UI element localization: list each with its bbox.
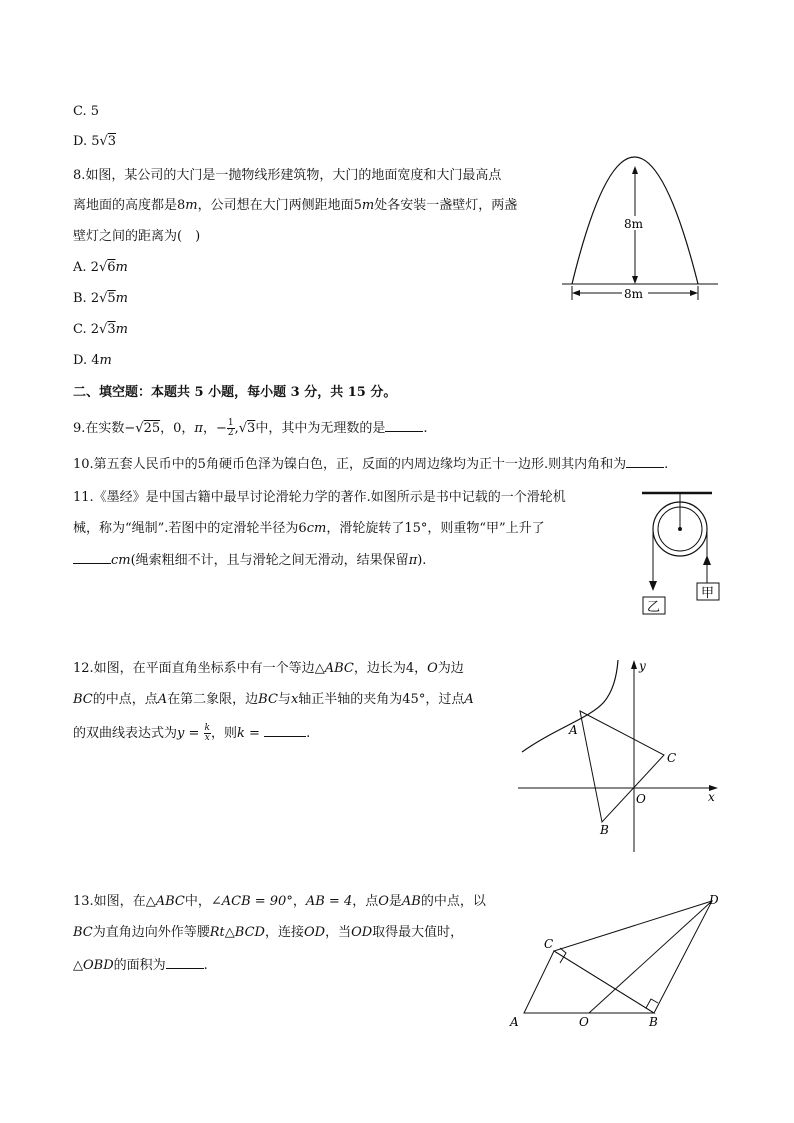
q11-stem-line3	[73, 551, 426, 570]
q8-option-d-prefix: D. 4	[73, 353, 100, 368]
q13-var: O	[378, 894, 389, 909]
q8-unit: m	[361, 198, 375, 213]
q12-text: 为边	[437, 661, 464, 676]
y-axis-arrow	[631, 660, 637, 669]
pulley-axle	[678, 527, 682, 531]
q12-var: x	[290, 692, 299, 707]
triangle-bcd	[554, 901, 712, 1013]
q9-radicand: 25	[143, 421, 161, 436]
q12-stem-line1	[73, 660, 464, 678]
q13-text: 为直角边向外作等腰	[92, 925, 210, 940]
label-c: C	[667, 751, 677, 765]
q10-answer-blank[interactable]	[626, 455, 664, 468]
label-b: B	[600, 823, 609, 837]
q11-pi: π	[408, 553, 418, 568]
arrow-head-right	[690, 290, 698, 296]
q8-option-c	[73, 321, 128, 339]
hyperbola-curve	[522, 660, 618, 752]
q13-answer-blank[interactable]	[166, 956, 204, 969]
segment-od	[589, 901, 712, 1013]
q13-var: AB = 4	[305, 894, 353, 909]
q8-option-b-prefix: B. 2	[73, 291, 100, 306]
q13-var: ∠ACB = 90°	[210, 894, 293, 909]
q13-text: ，连接	[264, 925, 304, 940]
q13-var: ABC	[155, 894, 185, 909]
q7-option-c: C. 5	[73, 104, 100, 119]
q12-answer-blank[interactable]	[264, 724, 306, 737]
q13-var: OD	[351, 925, 373, 940]
fraction-denominator: x	[204, 733, 210, 743]
q9-fraction	[227, 419, 235, 438]
q13-text: ，	[292, 894, 306, 909]
q9-text: ，−	[202, 421, 227, 436]
q9-radicand: 3	[247, 421, 256, 436]
label-a: A	[569, 723, 578, 737]
fraction-numerator: k	[204, 723, 211, 733]
q13-stem-line2	[73, 924, 463, 942]
sqrt-symbol: √	[135, 421, 144, 436]
q13-text: 的面积为	[113, 958, 166, 973]
q8-text: ，公司想在大门两侧距地面5	[197, 198, 362, 213]
q12-text: 的双曲线表达式为	[73, 726, 178, 741]
q13-text: 中，	[184, 894, 211, 909]
q13-text: 取得最大值时，	[372, 925, 464, 940]
q12-text: ，则	[211, 726, 238, 741]
q8-text: 处各安装一盏壁灯，两盏	[374, 198, 518, 213]
q12-text: 在第二象限，边	[167, 692, 259, 707]
q11-text: (绳索粗细不计，且与滑轮之间无滑动，结果保留	[130, 553, 409, 568]
label-o: O	[636, 792, 646, 806]
q12-var: A	[464, 692, 474, 707]
right-angle-b	[646, 999, 658, 1008]
q8-unit: m	[185, 198, 198, 213]
q12-var: k	[237, 726, 245, 741]
q12-var: y	[177, 726, 185, 741]
q9-text: ,	[234, 421, 239, 436]
q7-option-d	[73, 133, 116, 151]
fraction-numerator: 1	[227, 418, 234, 428]
q10-text: .	[664, 457, 669, 472]
q8-option-unit: m	[115, 322, 128, 337]
arrow-head-down	[632, 276, 638, 284]
label-o: O	[579, 1015, 589, 1029]
q12-fraction	[204, 724, 211, 743]
q8-option-a-radicand: 6	[107, 260, 116, 275]
arrow-up-icon	[703, 555, 711, 565]
q7-option-d-prefix: D. 5	[73, 134, 100, 149]
q13-var: Rt	[209, 925, 225, 940]
weight-yi-label: 乙	[647, 600, 661, 615]
q11-unit: cm	[111, 553, 131, 568]
q13-text: 的中点，以	[420, 894, 486, 909]
q12-text: ，边长为4，	[353, 661, 428, 676]
x-axis-label: x	[708, 790, 715, 804]
label-d: D	[709, 893, 719, 907]
q13-triangle-figure	[506, 892, 726, 1032]
q8-option-unit: m	[99, 353, 112, 368]
q9-text: 中，其中为无理数的是	[255, 421, 386, 436]
q13-var: OBD	[83, 958, 114, 973]
q8-stem-line2	[73, 197, 517, 215]
q12-text: 12.如图，在平面直角坐标系中有一个等边	[73, 661, 315, 676]
arrow-head-left	[572, 290, 580, 296]
triangle-symbol: △	[224, 925, 235, 940]
q9-text: ，0，	[160, 421, 195, 436]
q12-text: =	[184, 726, 204, 741]
q9-pi: π	[194, 421, 203, 436]
q11-text: ，滑轮旋转了15°，则重物“甲”上升了	[326, 521, 545, 536]
q13-var: BCD	[234, 925, 265, 940]
q11-stem-line1: 11.《墨经》是中国古籍中最早讨论滑轮力学的著作.如图所示是书中记载的一个滑轮机	[73, 490, 566, 505]
q9-answer-blank[interactable]	[385, 419, 423, 432]
sqrt-symbol: √	[238, 421, 248, 436]
q12-var: BC	[73, 692, 93, 707]
q8-option-d	[73, 352, 112, 370]
triangle-symbol: △	[145, 894, 156, 909]
q11-text: 械，称为“绳制”.若图中的定滑轮半径为6	[73, 521, 307, 536]
q13-text: 是	[388, 894, 402, 909]
section-title: 二、填空题：本题共 5 小题，每小题 3 分，共 15 分。	[73, 385, 397, 400]
q13-var: OD	[303, 925, 326, 940]
weight-jia-label: 甲	[701, 586, 715, 601]
sqrt-symbol: √	[99, 291, 108, 306]
height-label: 8m	[624, 217, 644, 231]
triangle-abc	[580, 711, 664, 822]
q8-option-b-radicand: 5	[107, 291, 116, 306]
q11-stem-line2	[73, 520, 545, 538]
q12-var: BC	[258, 692, 278, 707]
q13-var: BC	[73, 925, 93, 940]
label-a: A	[510, 1015, 519, 1029]
q12-text: 的中点，点	[92, 692, 158, 707]
q12-text: .	[306, 726, 311, 741]
sqrt-symbol: √	[98, 260, 108, 275]
label-b: B	[649, 1015, 658, 1029]
sqrt-symbol: √	[99, 322, 108, 337]
q13-text: ，点	[352, 894, 379, 909]
q13-text: 13.如图，在	[73, 894, 146, 909]
label-c: C	[544, 937, 554, 951]
q8-option-a	[73, 259, 128, 277]
q12-text: 与	[277, 692, 291, 707]
q13-stem-line3	[73, 956, 208, 975]
q13-text: ，当	[325, 925, 352, 940]
q11-text: ).	[417, 553, 427, 568]
q8-option-unit: m	[115, 260, 128, 275]
q13-text: .	[203, 958, 208, 973]
q11-unit: cm	[306, 521, 327, 536]
q11-pulley-figure	[638, 487, 728, 622]
q11-answer-blank[interactable]	[73, 551, 111, 564]
q10-stem	[73, 455, 668, 474]
q12-stem-line3	[73, 724, 310, 743]
q12-text: 轴正半轴的夹角为45°，过点	[298, 692, 465, 707]
q13-var: AB	[401, 894, 421, 909]
sqrt-symbol: √	[99, 134, 108, 149]
arrow-down-icon	[649, 581, 657, 591]
fraction-denominator: 2	[227, 428, 234, 438]
q8-option-c-prefix: C. 2	[73, 322, 100, 337]
triangle-symbol: △	[314, 661, 325, 676]
q12-stem-line2	[73, 691, 474, 709]
q8-parabola-figure	[560, 160, 730, 310]
y-axis-label: y	[639, 659, 646, 673]
q12-var: ABC	[324, 661, 354, 676]
q12-var: O	[427, 661, 438, 676]
q13-stem-line1	[73, 893, 486, 911]
q9-text: 9.在实数−	[73, 421, 136, 436]
q8-stem-line3: 壁灯之间的距离为( )	[73, 229, 201, 244]
q12-text: =	[244, 726, 265, 741]
q9-stem	[73, 419, 427, 438]
q12-coordinate-figure	[516, 656, 726, 856]
arrow-head-up	[632, 166, 638, 174]
width-label: 8m	[624, 287, 644, 301]
q8-text: 离地面的高度都是8	[73, 198, 186, 213]
q8-option-c-radicand: 3	[107, 322, 116, 337]
triangle-abc	[524, 951, 654, 1013]
q8-option-b	[73, 290, 128, 308]
q8-option-a-prefix: A. 2	[73, 260, 99, 275]
q8-option-unit: m	[115, 291, 128, 306]
q12-var: A	[157, 692, 168, 707]
triangle-symbol: △	[73, 958, 83, 973]
q10-text: 10.第五套人民币中的5角硬币色泽为镍白色，正，反面的内周边缘均为正十一边形.则其内角和为	[73, 457, 627, 472]
q9-text: .	[423, 421, 428, 436]
q8-stem-line1: 8.如图，某公司的大门是一抛物线形建筑物，大门的地面宽度和大门最高点	[73, 168, 502, 183]
q7-option-d-radicand: 3	[107, 134, 117, 149]
